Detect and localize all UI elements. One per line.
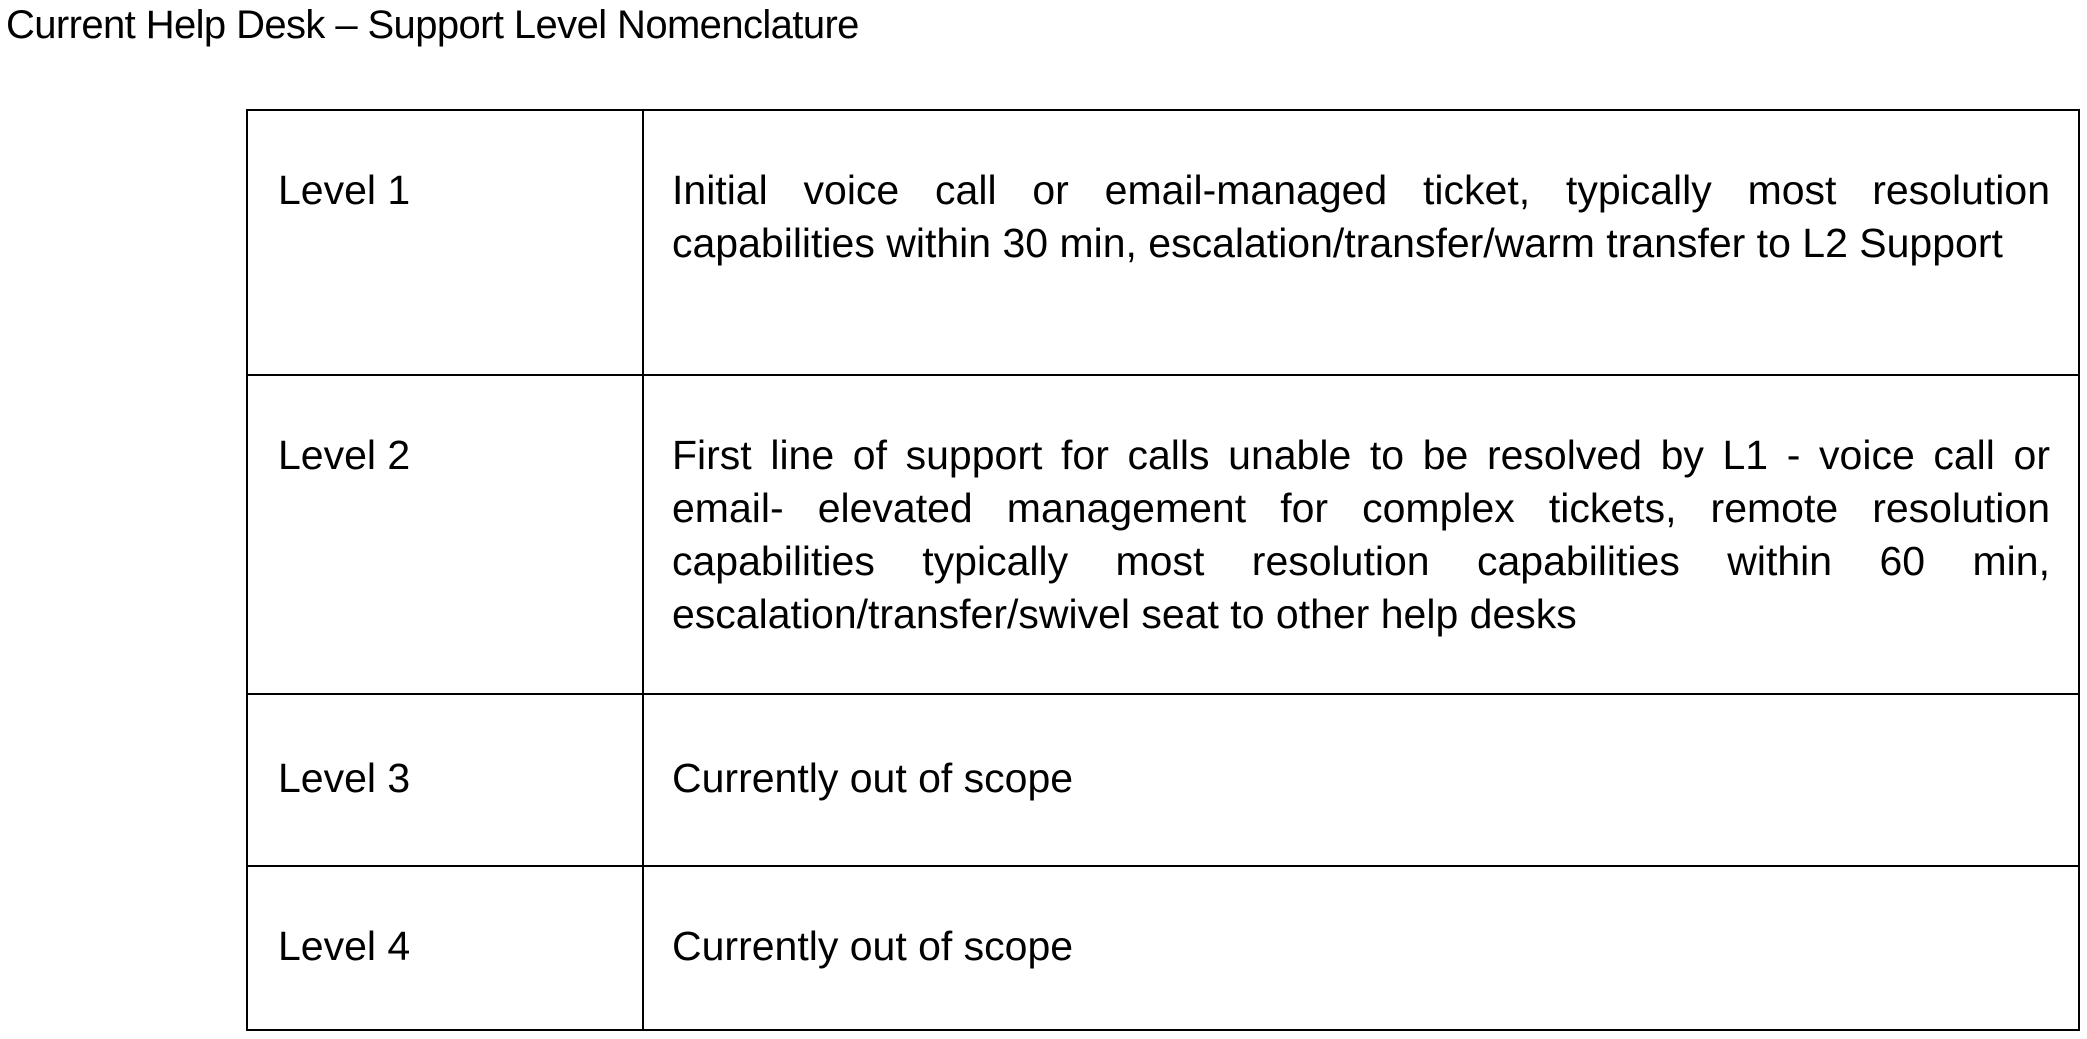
document-title: Current Help Desk – Support Level Nomenclature [6,3,859,47]
level-name-cell [247,694,643,866]
level-description: Currently out of scope [672,923,1074,969]
level-name: Level 4 [278,923,411,969]
level-description: Currently out of scope [672,755,1074,801]
table-row-level-3 [247,694,2079,866]
level-name: Level 3 [278,755,411,801]
level-description-cell [643,110,2079,375]
level-name-cell [247,866,643,1030]
level-name-cell [247,110,643,375]
table-row-level-4 [247,866,2079,1030]
level-name: Level 2 [278,432,411,478]
level-name-cell [247,375,643,694]
level-description-cell [643,694,2079,866]
level-description-cell [643,375,2079,694]
level-name: Level 1 [278,167,411,213]
table-row-level-1 [247,110,2079,375]
table-row-level-2 [247,375,2079,694]
level-description-cell [643,866,2079,1030]
support-level-table [246,109,2080,1031]
level-description: First line of support for calls unable to be resolved by L1 - voice call or email- elevated management for complex tickets, remote resolution capabilities typically most resolution capabilities within 60 min, escalation/transfer/swivel seat to other help desks [672,432,2050,637]
level-description: Initial voice call or email-managed ticket, typically most resolution capabilities within 30 min, escalation/transfer/warm transfer to L2 Support [672,167,2050,266]
